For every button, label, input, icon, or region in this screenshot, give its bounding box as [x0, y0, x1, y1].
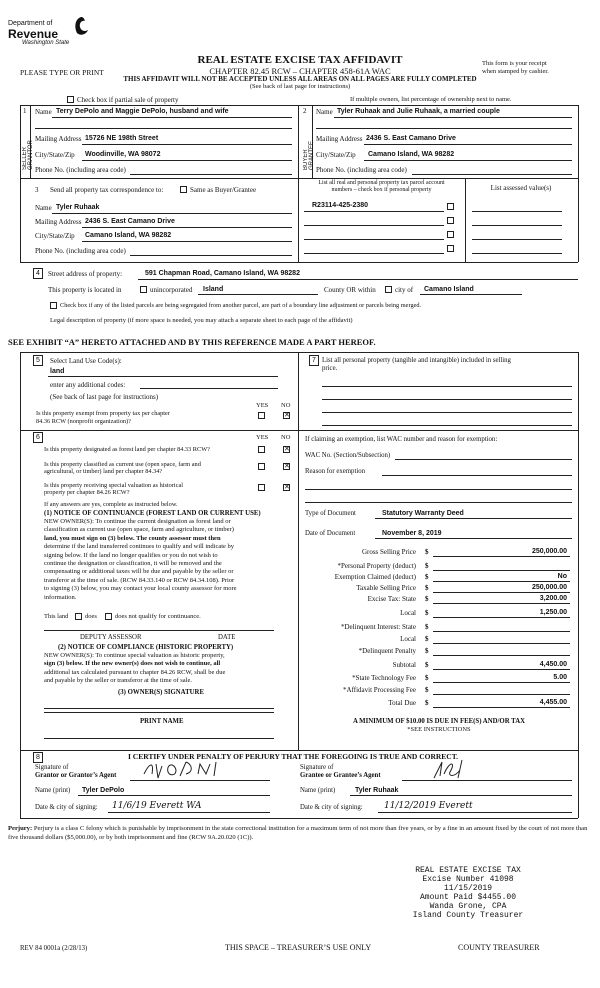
- parcel-3-personal-checkbox[interactable]: [447, 231, 454, 238]
- notice-1-line: NEW OWNER(S): To continue the current designation as forest land or: [44, 518, 231, 525]
- historic-question-1: Is this property receiving special valuation as historical: [44, 482, 184, 489]
- grantee-sig-label-1: Signature of: [300, 764, 334, 771]
- grantor-sig-label-2: Grantor or Grantor’s Agent: [35, 772, 117, 779]
- land-does-checkbox[interactable]: [75, 613, 82, 620]
- fee-label: Gross Selling Price: [361, 548, 416, 556]
- parcels-header-1: List all real and personal property tax parcel account: [318, 180, 445, 186]
- fee-row: [300, 609, 576, 623]
- exempt-question-2: 84.36 RCW (nonprofit organization)?: [36, 418, 131, 425]
- notice-1-line: transferor at the time of sale. (RCW 84.33.140 or RCW 84.34.108). Prior: [44, 576, 235, 584]
- logo-line1: Department of: [8, 20, 53, 27]
- notice-1-line: information.: [44, 593, 77, 601]
- corr-mailing-label: Mailing Address: [35, 218, 82, 226]
- fee-row: [300, 623, 576, 635]
- historic-no-checkbox[interactable]: [283, 484, 290, 491]
- fee-row: [300, 699, 576, 712]
- notice-1-line: determine if the land transferred continues to qualify and will indicate by: [44, 543, 235, 551]
- notice-2-title: (2) NOTICE OF COMPLIANCE (HISTORIC PROPERTY): [58, 644, 234, 651]
- fee-label: Local: [400, 635, 416, 643]
- forest-no-checkbox[interactable]: [283, 446, 290, 453]
- buyer-phone-label: Phone No. (including area code): [316, 166, 407, 174]
- logo-line2: Revenue: [8, 27, 59, 41]
- fee-row: [300, 661, 576, 674]
- notice-1-line: land, you must sign on (3) below. The county assessor must then: [44, 534, 221, 542]
- dollar-sign: $: [425, 595, 429, 603]
- parcels-header-2: numbers – check box if personal property: [331, 187, 432, 193]
- parcel-1-personal-checkbox[interactable]: [447, 203, 454, 210]
- fee-label: Total Due: [388, 699, 416, 707]
- stamp-line: REAL ESTATE EXCISE TAX: [415, 866, 521, 875]
- logo-line3: Washington State: [22, 40, 70, 46]
- fee-value[interactable]: 5.00: [553, 674, 567, 681]
- fee-value[interactable]: No: [557, 573, 567, 580]
- minimum-fee-note: A MINIMUM OF $10.00 IS DUE IN FEE(S) AND/OR TAX: [352, 718, 526, 725]
- historic-question-2: property per chapter 84.26 RCW?: [44, 489, 130, 496]
- seller-phone-label: Phone No. (including area code): [35, 166, 126, 174]
- form-subtitle: CHAPTER 82.45 RCW – CHAPTER 458-61A WAC: [209, 66, 391, 76]
- land-does-not-label: does not qualify for continuance.: [115, 613, 201, 620]
- grantee-name-print-label: Name (print): [300, 787, 336, 794]
- corr-city-label: City/State/Zip: [35, 232, 75, 240]
- stamp-line: Excise Number 41098: [422, 875, 514, 884]
- s6-yes-header: YES: [256, 434, 269, 441]
- grantee-name-value[interactable]: Tyler Ruhaak: [355, 787, 399, 794]
- fee-value[interactable]: 1,250.00: [539, 609, 567, 616]
- fee-label: Exemption Claimed (deduct): [334, 573, 416, 581]
- dollar-sign: $: [425, 548, 429, 556]
- fee-label: Taxable Selling Price: [356, 584, 416, 592]
- seller-city-value[interactable]: Woodinville, WA 98072: [85, 151, 161, 158]
- fee-label: *Delinquent Penalty: [358, 647, 416, 655]
- fee-row: [300, 573, 576, 584]
- receipt-note-2: when stamped by cashier.: [482, 68, 549, 75]
- corr-name-value[interactable]: Tyler Ruhaak: [56, 204, 100, 211]
- exemption-label: If claiming an exemption, list WAC number and reason for exemption:: [305, 436, 498, 443]
- land-use-see-back: (See back of last page for instructions): [50, 393, 159, 401]
- legal-description-label: Legal description of property (if more space is needed, you may attach a separate sheet to each page of the affidavit): [50, 317, 353, 324]
- grantor-name-value[interactable]: Tyler DePolo: [82, 787, 125, 794]
- seller-name-label: Name: [35, 108, 52, 116]
- grantor-date-label: Date & city of signing:: [35, 804, 98, 811]
- stamp-line: Wanda Grone, CPA: [429, 902, 507, 911]
- buyer-side-label: BUYER GRANTEE: [303, 140, 315, 170]
- city-value[interactable]: Camano Island: [424, 286, 474, 293]
- dollar-sign: $: [425, 647, 429, 655]
- parcel-4-personal-checkbox[interactable]: [447, 245, 454, 252]
- located-in-label: This property is located in: [48, 286, 122, 294]
- same-as-buyer-label: Same as Buyer/Grantee: [190, 186, 257, 194]
- personal-property-label-2: price.: [322, 365, 338, 372]
- box-7-number: 7: [309, 355, 319, 366]
- corr-name-label: Name: [35, 204, 52, 212]
- box-5-number: 5: [33, 355, 43, 366]
- seller-mailing-label: Mailing Address: [35, 135, 82, 143]
- county-treasurer-label: COUNTY TREASURER: [458, 943, 540, 952]
- fee-label: Local: [400, 609, 416, 617]
- partial-sale-checkbox[interactable]: [67, 96, 74, 103]
- street-label: Street address of property:: [48, 270, 123, 278]
- certify-statement: I CERTIFY UNDER PENALTY OF PERJURY THAT THE FOREGOING IS TRUE AND CORRECT.: [128, 752, 459, 761]
- buyer-mailing-label: Mailing Address: [316, 135, 363, 143]
- box-1-number: 1: [23, 107, 27, 115]
- notice-3-title: (3) OWNER(S) SIGNATURE: [118, 689, 204, 696]
- notice-2-line: and payable by the seller or transferor at the time of sale.: [44, 677, 192, 685]
- please-type: PLEASE TYPE OR PRINT: [20, 68, 104, 77]
- fee-value[interactable]: 4,455.00: [539, 699, 567, 706]
- form-title: REAL ESTATE EXCISE TAX AFFIDAVIT: [197, 54, 403, 66]
- receipt-note-1: This form is your receipt: [482, 60, 547, 67]
- assessed-header: List assessed value(s): [490, 184, 552, 192]
- doc-date-label: Date of Document: [305, 530, 356, 537]
- dollar-sign: $: [425, 674, 429, 682]
- perjury-text: Perjury is a class C felony which is punishable by imprisonment in the state correctional institution for a maximum term of not more than five years, or by a fine in an amount fixed by the court of not more than five thousand dollars ($5,000.00), or by both imprisonment and fine (RCW 9A.20.020 (1C)).: [8, 825, 588, 841]
- stamp-line: Island County Treasurer: [412, 911, 524, 920]
- street-value[interactable]: 591 Chapman Road, Camano Island, WA 98282: [145, 270, 300, 277]
- fee-label: Excise Tax: State: [367, 595, 416, 603]
- stamp-line: 11/15/2019: [443, 884, 492, 893]
- dollar-sign: $: [425, 686, 429, 694]
- buyer-mailing-value[interactable]: 2436 S. East Camano Drive: [366, 135, 456, 142]
- see-back-instructions: (See back of last page for instructions): [249, 83, 351, 90]
- city-of-label: city of: [395, 286, 414, 294]
- unincorporated-checkbox[interactable]: [140, 286, 147, 293]
- forest-question: Is this property designated as forest land per chapter 84.33 RCW?: [44, 446, 210, 453]
- fee-value[interactable]: 250,000.00: [531, 548, 567, 555]
- buyer-city-label: City/State/Zip: [316, 151, 356, 159]
- doc-type-value[interactable]: Statutory Warranty Deed: [382, 510, 464, 517]
- fee-label: *Affidavit Processing Fee: [343, 686, 416, 694]
- fee-value[interactable]: 250,000.00: [531, 584, 567, 591]
- seller-side-label: SELLER GRANTOR: [22, 140, 34, 170]
- land-use-value[interactable]: land: [50, 368, 65, 375]
- box-8-number: 8: [33, 752, 43, 763]
- s5-no-header: NO: [281, 402, 291, 409]
- fee-row: [300, 647, 576, 661]
- dor-logo-icon: [72, 15, 90, 37]
- land-does-not-checkbox[interactable]: [105, 613, 112, 620]
- grantee-date-value[interactable]: 11/12/2019 Everett: [384, 801, 473, 811]
- treasurer-use-only: THIS SPACE – TREASURER’S USE ONLY: [225, 943, 372, 952]
- notice-1-line: to signing (3) below, you may contact your local county assessor for more: [44, 585, 237, 593]
- multiple-owners-note: If multiple owners, list percentage of ownership next to name.: [350, 96, 512, 103]
- doc-date-value[interactable]: November 8, 2019: [382, 530, 442, 537]
- this-land-label: This land: [44, 613, 69, 620]
- fee-value[interactable]: 3,200.00: [539, 595, 567, 602]
- fee-row: [300, 562, 576, 573]
- grantor-name-print-label: Name (print): [35, 787, 71, 794]
- seller-name-value[interactable]: Terry DePolo and Maggie DePolo, husband and wife: [56, 108, 229, 115]
- dollar-sign: $: [425, 609, 429, 617]
- box-6-number: 6: [33, 432, 43, 443]
- fee-row: [300, 635, 576, 647]
- dollar-sign: $: [425, 584, 429, 592]
- notice-2-line: sign (3) below. If the new owner(s) does not wish to continue, all: [44, 660, 221, 668]
- unincorporated-value[interactable]: Island: [203, 286, 224, 293]
- dollar-sign: $: [425, 661, 429, 669]
- dollar-sign: $: [425, 623, 429, 631]
- exempt-yes-checkbox[interactable]: [258, 412, 265, 419]
- personal-property-label-1: List all personal property (tangible and intangible) included in selling: [322, 357, 511, 364]
- parcel-2-personal-checkbox[interactable]: [447, 217, 454, 224]
- grantor-signature[interactable]: [140, 758, 240, 782]
- current-use-yes-checkbox[interactable]: [258, 463, 265, 470]
- dollar-sign: $: [425, 573, 429, 581]
- correspondence-label: Send all property tax correspondence to:: [50, 186, 164, 194]
- doc-type-label: Type of Document: [305, 510, 356, 517]
- box-2-number: 2: [303, 107, 307, 115]
- perjury-label: Perjury:: [8, 825, 33, 832]
- dollar-sign: $: [425, 562, 429, 570]
- form-warning: THIS AFFIDAVIT WILL NOT BE ACCEPTED UNLESS ALL AREAS ON ALL PAGES ARE FULLY COMPLETED: [123, 75, 477, 83]
- notice-1-line: continue the designation or classification, it will be removed and the: [44, 560, 222, 568]
- city-checkbox[interactable]: [385, 286, 392, 293]
- print-name-label: PRINT NAME: [140, 718, 184, 725]
- form-number: REV 84 0001a (2/28/13): [20, 945, 88, 952]
- grantor-date-value[interactable]: 11/6/19 Everett WA: [112, 801, 202, 811]
- stamp-line: Amount Paid $4455.00: [419, 893, 516, 902]
- assessor-date-label: DATE: [218, 634, 236, 641]
- current-use-no-checkbox[interactable]: [283, 463, 290, 470]
- fee-row: [300, 674, 576, 686]
- historic-yes-checkbox[interactable]: [258, 484, 265, 491]
- corr-city-value[interactable]: Camano Island, WA 98282: [85, 232, 172, 239]
- exempt-no-checkbox[interactable]: [283, 412, 290, 419]
- segregated-label: Check box if any of the listed parcels are being segregated from another parcel, are part of a boundary line adjustment or parcels being merged.: [60, 302, 422, 309]
- county-or-label: County OR within: [324, 286, 376, 294]
- fee-label: *Delinquent Interest: State: [340, 623, 416, 631]
- box-3-number: 3: [35, 186, 39, 194]
- buyer-name-label: Name: [316, 108, 333, 116]
- box-4-number: 4: [33, 268, 43, 279]
- fee-row: [300, 595, 576, 609]
- notice-1-line: classification as current use (open space, farm and agriculture, or timber): [44, 526, 234, 534]
- perjury-notice: [8, 824, 588, 842]
- current-use-question-1: Is this property classified as current use (open space, farm and: [44, 461, 201, 468]
- seller-city-label: City/State/Zip: [35, 151, 75, 159]
- s6-no-header: NO: [281, 434, 291, 441]
- fee-row: [300, 584, 576, 595]
- parcel-1-value[interactable]: R23114-425-2380: [312, 202, 369, 209]
- seller-mailing-value[interactable]: 15726 NE 198th Street: [85, 135, 159, 142]
- forest-yes-checkbox[interactable]: [258, 446, 265, 453]
- grantee-date-label: Date & city of signing:: [300, 804, 363, 811]
- buyer-city-value[interactable]: Camano Island, WA 98282: [368, 151, 455, 158]
- land-use-label: Select Land Use Code(s):: [50, 357, 122, 365]
- grantor-sig-label-1: Signature of: [35, 764, 69, 771]
- if-yes-note: If any answers are yes, complete as instructed below.: [44, 501, 178, 508]
- exempt-question-1: Is this property exempt from property tax per chapter: [36, 410, 170, 417]
- reason-label: Reason for exemption: [305, 468, 366, 475]
- s5-yes-header: YES: [256, 402, 269, 409]
- land-does-label: does: [85, 613, 97, 620]
- notice-2-body: [44, 652, 294, 686]
- wac-label: WAC No. (Section/Subsection): [305, 452, 391, 459]
- see-instructions-note: *SEE INSTRUCTIONS: [407, 726, 471, 733]
- fee-label: Subtotal: [392, 661, 416, 669]
- corr-mailing-value[interactable]: 2436 S. East Camano Drive: [85, 218, 175, 225]
- notice-1-title: (1) NOTICE OF CONTINUANCE (FOREST LAND OR CURRENT USE): [44, 510, 261, 517]
- fee-row: [300, 686, 576, 699]
- buyer-name-value[interactable]: Tyler Ruhaak and Julie Ruhaak, a married couple: [337, 108, 500, 115]
- treasurer-stamp: [378, 866, 558, 920]
- fee-table: [300, 548, 576, 712]
- exhibit-reference: SEE EXHIBIT “A” HERETO ATTACHED AND BY THIS REFERENCE MADE A PART HEREOF.: [8, 337, 376, 347]
- partial-sale-label: Check box if partial sale of property: [77, 96, 179, 104]
- notice-2-line: NEW OWNER(S): To continue special valuation as historic property,: [44, 652, 225, 659]
- notice-1-line: compensating or additional taxes will be due and payable by the seller or: [44, 568, 234, 576]
- deputy-assessor-label: DEPUTY ASSESSOR: [80, 634, 142, 641]
- segregated-checkbox[interactable]: [50, 302, 57, 309]
- fee-label: *Personal Property (deduct): [337, 562, 416, 570]
- corr-phone-label: Phone No. (including area code): [35, 247, 126, 255]
- fee-label: *State Technology Fee: [352, 674, 416, 682]
- unincorporated-label: unincorporated: [150, 286, 193, 294]
- dollar-sign: $: [425, 699, 429, 707]
- fee-value[interactable]: 4,450.00: [539, 661, 567, 668]
- same-as-buyer-checkbox[interactable]: [180, 186, 187, 193]
- dollar-sign: $: [425, 635, 429, 643]
- notice-2-line: additional tax calculated pursuant to chapter 84.26 RCW, shall be due: [44, 668, 226, 676]
- notice-1-line: signing below. If the land no longer qualifies or you do not wish to: [44, 551, 218, 559]
- current-use-question-2: agricultural, or timber) land per chapter 84.34?: [44, 468, 163, 475]
- additional-codes-label: enter any additional codes:: [50, 381, 126, 389]
- fee-row: [300, 548, 576, 562]
- grantee-sig-label-2: Grantee or Grantee’s Agent: [300, 772, 381, 779]
- grantee-signature[interactable]: [430, 756, 470, 782]
- notice-1-body: [44, 518, 294, 602]
